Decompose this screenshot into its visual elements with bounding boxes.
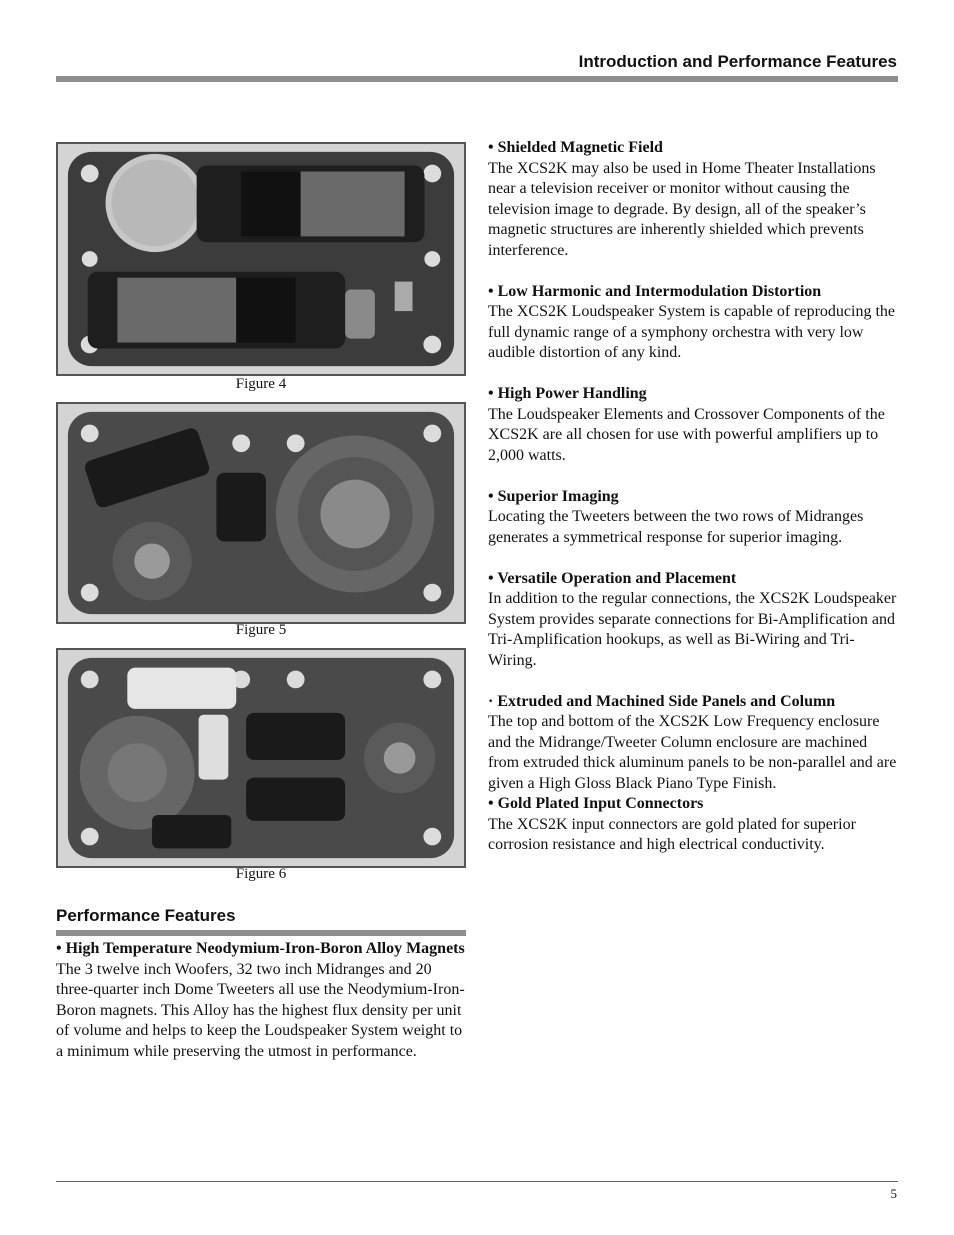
section-heading: Performance Features: [56, 906, 236, 925]
header-divider: [56, 76, 898, 82]
figure-5-caption: Figure 5: [235, 622, 287, 638]
page-header-title: Introduction and Performance Features: [578, 52, 897, 71]
figure-4-photo: [56, 142, 466, 376]
right-column: [488, 138, 898, 856]
feature-title: • Versatile Operation and Placement: [488, 569, 737, 587]
figure-4-caption: Figure 4: [235, 376, 287, 392]
footer-divider: [56, 1181, 898, 1182]
feature-title: • Gold Plated Input Connectors: [488, 795, 704, 812]
feature-item-distortion: [488, 282, 898, 364]
feature-title: · Extruded and Machined Side Panels and Column: [488, 692, 836, 710]
page-number: 5: [890, 1186, 897, 1201]
feature-title: • High Power Handling: [488, 385, 647, 402]
feature-item-shielded: [488, 138, 898, 261]
feature-item-connectors: [488, 794, 898, 856]
feature-body: The XCS2K input connectors are gold plated for superior corrosion resistance and high electrical conductivity.: [488, 815, 856, 853]
left-column: [56, 939, 468, 1062]
figure-5-photo: [56, 402, 466, 624]
feature-title: • Low Harmonic and Intermodulation Distortion: [488, 282, 822, 300]
feature-title: • High Temperature Neodymium-Iron-Boron Alloy Magnets: [56, 940, 465, 957]
feature-body: In addition to the regular connections, the XCS2K Loudspeaker System provides separate connections for Bi-Amplification and Tri-Amplification hookups, as well as Bi-Wiring and Tri-Wiring.: [488, 590, 897, 669]
feature-item-magnets: [56, 939, 468, 1062]
feature-body: The top and bottom of the XCS2K Low Frequency enclosure and the Midrange/Tweeter Column enclosure are machined from extruded thick aluminum panels to be non-parallel and are given a High Gloss Black Piano Type Finish.: [488, 713, 897, 792]
feature-item-panels: [488, 692, 898, 795]
feature-body: The Loudspeaker Elements and Crossover Components of the XCS2K are all chosen for use with powerful amplifiers up to 2,000 watts.: [488, 405, 885, 464]
feature-item-imaging: [488, 487, 898, 549]
feature-body: The XCS2K may also be used in Home Theater Installations near a television receiver or monitor without causing the television image to degrade. By design, all of the speaker’s magnetic structures are inherently shielded which prevents interference.: [488, 159, 876, 259]
section-divider: [56, 930, 466, 936]
figure-6-photo: [56, 648, 466, 868]
feature-body: Locating the Tweeters between the two rows of Midranges generates a symmetrical response for superior imaging.: [488, 508, 864, 546]
feature-title: • Shielded Magnetic Field: [488, 139, 663, 156]
feature-item-power: [488, 384, 898, 466]
feature-body: The XCS2K Loudspeaker System is capable of reproducing the full dynamic range of a symphony orchestra with very low audible distortion of any kind.: [488, 303, 896, 361]
feature-item-placement: [488, 569, 898, 672]
feature-body: The 3 twelve inch Woofers, 32 two inch Midranges and 20 three-quarter inch Dome Tweeters all use the Neodymium-Iron-Boron magnets. This Alloy has the highest flux density per unit of volume and helps to keep the Loudspeaker System weight to a minimum while preserving the utmost in performance.: [56, 960, 465, 1060]
figure-6-caption: Figure 6: [235, 866, 287, 882]
feature-title: • Superior Imaging: [488, 487, 619, 505]
